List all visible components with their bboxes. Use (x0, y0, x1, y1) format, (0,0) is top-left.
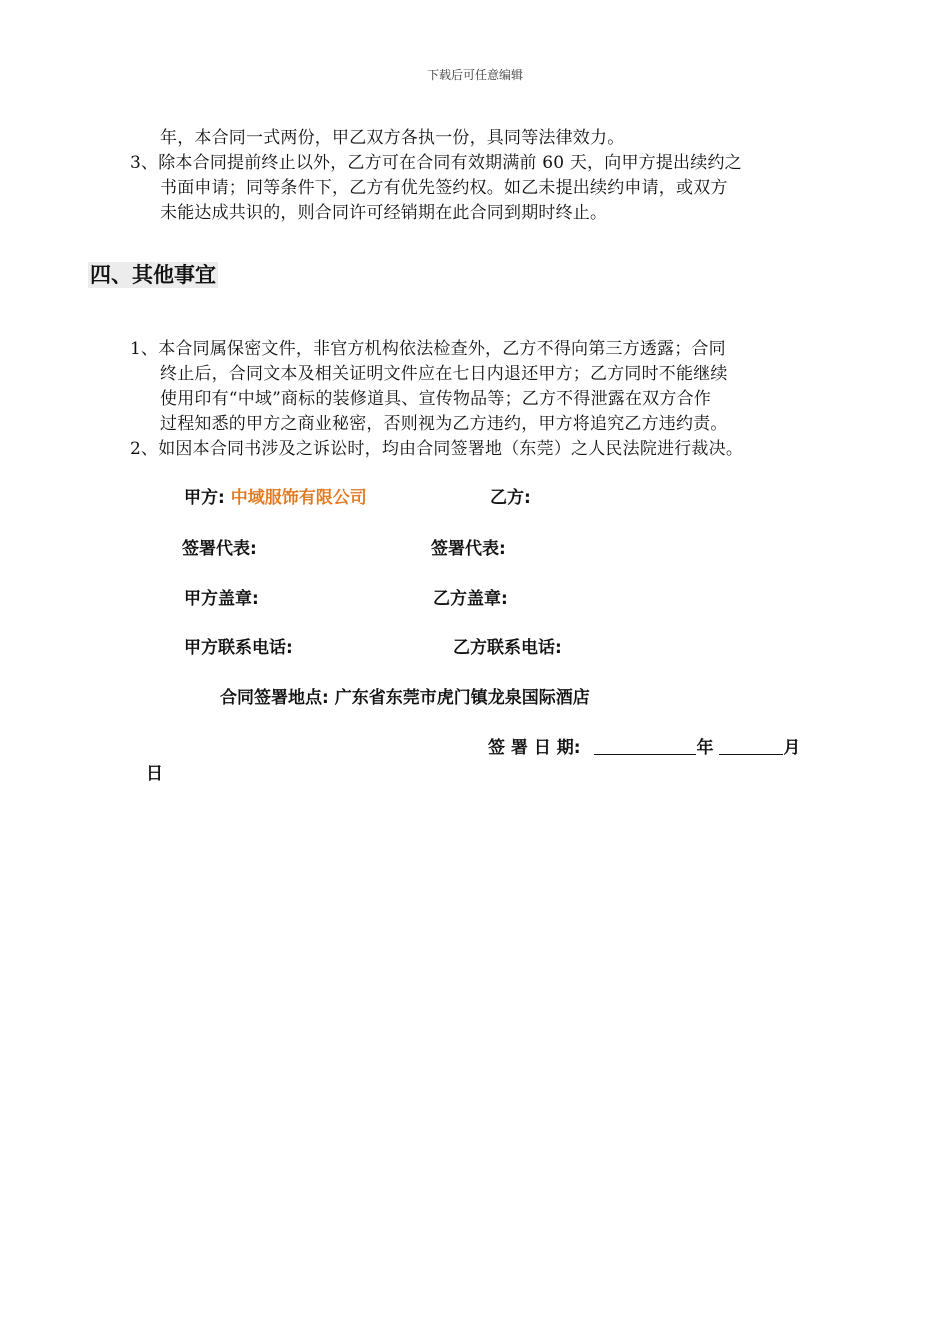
phone-b-label: 乙方联系电话: (453, 638, 562, 658)
section4-item1-line1: 1、本合同属保密文件，非官方机构依法检查外，乙方不得向第三方透露；合同 (130, 339, 726, 359)
section3-item3-line3: 未能达成共识的，则合同许可经销期在此合同到期时终止。 (160, 203, 608, 223)
section4-item1-line4: 过程知悉的甲方之商业秘密，否则视为乙方违约，甲方将追究乙方违约责。 (160, 414, 728, 434)
party-a-row (184, 486, 367, 510)
section3-item3-line1: 3、除本合同提前终止以外，乙方可在合同有效期满前 60 天，向甲方提出续约之 (130, 153, 742, 173)
seal-a-label: 甲方盖章: (184, 589, 259, 609)
rep-a-label: 签署代表: (182, 539, 257, 559)
month-label: 月 (783, 738, 801, 758)
section4-item2-line1: 2、如因本合同书涉及之诉讼时，均由合同签署地（东莞）之人民法院进行裁决。 (130, 439, 744, 459)
section4-item1-line3: 使用印有“中域”商标的装修道具、宣传物品等；乙方不得泄露在双方合作 (160, 389, 711, 409)
year-blank-line (594, 736, 696, 755)
signing-place-value: 广东省东莞市虎门镇龙泉国际酒店 (334, 688, 590, 708)
signing-place-label: 合同签署地点: (220, 688, 329, 708)
section4-heading: 四、其他事宜 (90, 263, 216, 287)
party-a-name: 中域服饰有限公司 (230, 488, 367, 508)
signing-date-row (488, 736, 800, 760)
section3-continuation: 年，本合同一式两份，甲乙双方各执一份，具同等法律效力。 (160, 128, 625, 148)
seal-b-label: 乙方盖章: (433, 589, 508, 609)
phone-a-label: 甲方联系电话: (184, 638, 293, 658)
signing-place-row (220, 686, 590, 710)
day-label: 日 (146, 764, 163, 784)
signing-date-label: 签 署 日 期: (488, 738, 581, 758)
section3-item3-line2: 书面申请；同等条件下，乙方有优先签约权。如乙未提出续约申请，或双方 (160, 178, 728, 198)
year-label: 年 (696, 738, 714, 758)
month-blank-line (719, 736, 783, 755)
party-b-label: 乙方: (490, 488, 531, 508)
page-header-note: 下载后可任意编辑 (426, 68, 523, 82)
party-a-label: 甲方: (184, 488, 225, 508)
rep-b-label: 签署代表: (431, 539, 506, 559)
section4-item1-line2: 终止后，合同文本及相关证明文件应在七日内退还甲方；乙方同时不能继续 (160, 364, 728, 384)
